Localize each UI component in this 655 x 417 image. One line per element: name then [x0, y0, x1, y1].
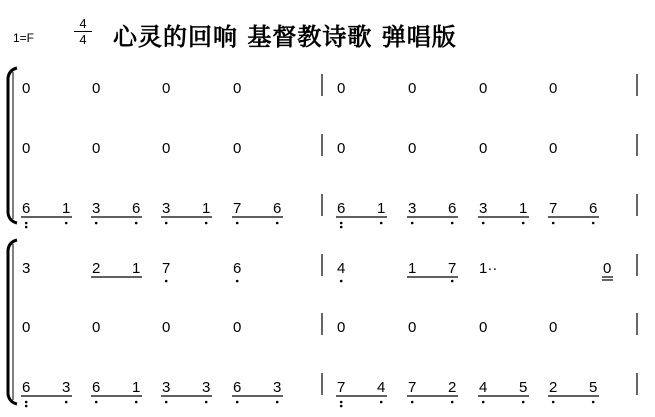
- octave-dot: [482, 222, 485, 225]
- note: 0: [162, 319, 171, 336]
- note: 6: [92, 379, 101, 396]
- octave-dot: [25, 226, 28, 229]
- octave-dot: [236, 222, 239, 225]
- octave-dot: [65, 401, 68, 404]
- note: 0: [22, 140, 31, 157]
- note: 0: [233, 140, 242, 157]
- note: 6: [448, 200, 457, 217]
- note: 3: [22, 260, 31, 277]
- octave-dot: [165, 222, 168, 225]
- note: 7: [408, 379, 417, 396]
- note: 7: [549, 200, 558, 217]
- note: 6: [337, 200, 346, 217]
- key-signature: 1=F: [13, 31, 35, 45]
- octave-dot: [340, 405, 343, 408]
- note: 1··: [479, 260, 498, 277]
- note: 1: [377, 200, 386, 217]
- note: 0: [479, 140, 488, 157]
- octave-dot: [340, 280, 343, 283]
- note: 0: [408, 140, 417, 157]
- note: 0: [92, 140, 101, 157]
- octave-dot: [165, 401, 168, 404]
- octave-dot: [25, 222, 28, 225]
- note: 0: [92, 319, 101, 336]
- note: 6: [233, 260, 242, 277]
- note: 0: [162, 80, 171, 97]
- octave-dot: [552, 401, 555, 404]
- note: 4: [337, 260, 346, 277]
- note: 6: [273, 200, 282, 217]
- note: 7: [337, 379, 346, 396]
- note: 0: [22, 319, 31, 336]
- octave-dot: [135, 222, 138, 225]
- note: 3: [162, 200, 171, 217]
- note: 3: [202, 379, 211, 396]
- note: 5: [519, 379, 528, 396]
- note: 4: [479, 379, 488, 396]
- note: 0: [162, 140, 171, 157]
- note: 0: [337, 140, 346, 157]
- octave-dot: [380, 222, 383, 225]
- note: 0: [92, 80, 101, 97]
- note: 6: [233, 379, 242, 396]
- octave-dot: [236, 280, 239, 283]
- octave-dot: [380, 401, 383, 404]
- note: 3: [62, 379, 71, 396]
- note: 7: [233, 200, 242, 217]
- octave-dot: [135, 401, 138, 404]
- note: 6: [22, 379, 31, 396]
- note: 6: [589, 200, 598, 217]
- time-signature-bottom: 4: [79, 32, 87, 47]
- note: 0: [603, 260, 612, 277]
- note: 0: [337, 319, 346, 336]
- note: 2: [549, 379, 558, 396]
- note: 1: [408, 260, 417, 277]
- octave-dot: [340, 401, 343, 404]
- note: 0: [549, 140, 558, 157]
- note: 0: [408, 319, 417, 336]
- note: 5: [589, 379, 598, 396]
- octave-dot: [276, 401, 279, 404]
- note: 7: [448, 260, 457, 277]
- note: 2: [92, 260, 101, 277]
- note: 1: [132, 379, 141, 396]
- octave-dot: [552, 222, 555, 225]
- octave-dot: [205, 222, 208, 225]
- octave-dot: [340, 222, 343, 225]
- note: 1: [132, 260, 141, 277]
- note: 4: [377, 379, 386, 396]
- octave-dot: [482, 401, 485, 404]
- octave-dot: [451, 280, 454, 283]
- octave-dot: [205, 401, 208, 404]
- octave-dot: [411, 222, 414, 225]
- octave-dot: [95, 401, 98, 404]
- note: 3: [92, 200, 101, 217]
- octave-dot: [25, 401, 28, 404]
- note: 6: [22, 200, 31, 217]
- octave-dot: [451, 401, 454, 404]
- note: 0: [479, 80, 488, 97]
- note: 7: [162, 260, 171, 277]
- note: 0: [233, 80, 242, 97]
- octave-dot: [236, 401, 239, 404]
- octave-dot: [340, 226, 343, 229]
- time-signature-top: 4: [74, 17, 92, 32]
- note: 0: [479, 319, 488, 336]
- note: 3: [273, 379, 282, 396]
- note: 0: [22, 80, 31, 97]
- note: 0: [337, 80, 346, 97]
- note: 0: [408, 80, 417, 97]
- octave-dot: [522, 222, 525, 225]
- octave-dot: [65, 222, 68, 225]
- note: 6: [132, 200, 141, 217]
- note: 3: [479, 200, 488, 217]
- octave-dot: [592, 401, 595, 404]
- note: 0: [549, 80, 558, 97]
- note: 1: [519, 200, 528, 217]
- octave-dot: [276, 222, 279, 225]
- octave-dot: [95, 222, 98, 225]
- note: 0: [233, 319, 242, 336]
- note: 1: [62, 200, 71, 217]
- octave-dot: [592, 222, 595, 225]
- octave-dot: [522, 401, 525, 404]
- note: 0: [549, 319, 558, 336]
- note: 3: [162, 379, 171, 396]
- note: 1: [202, 200, 211, 217]
- octave-dot: [25, 405, 28, 408]
- octave-dot: [451, 222, 454, 225]
- octave-dot: [165, 280, 168, 283]
- score-title: 心灵的回响 基督教诗歌 弹唱版: [113, 23, 457, 51]
- note: 3: [408, 200, 417, 217]
- note: 2: [448, 379, 457, 396]
- octave-dot: [411, 401, 414, 404]
